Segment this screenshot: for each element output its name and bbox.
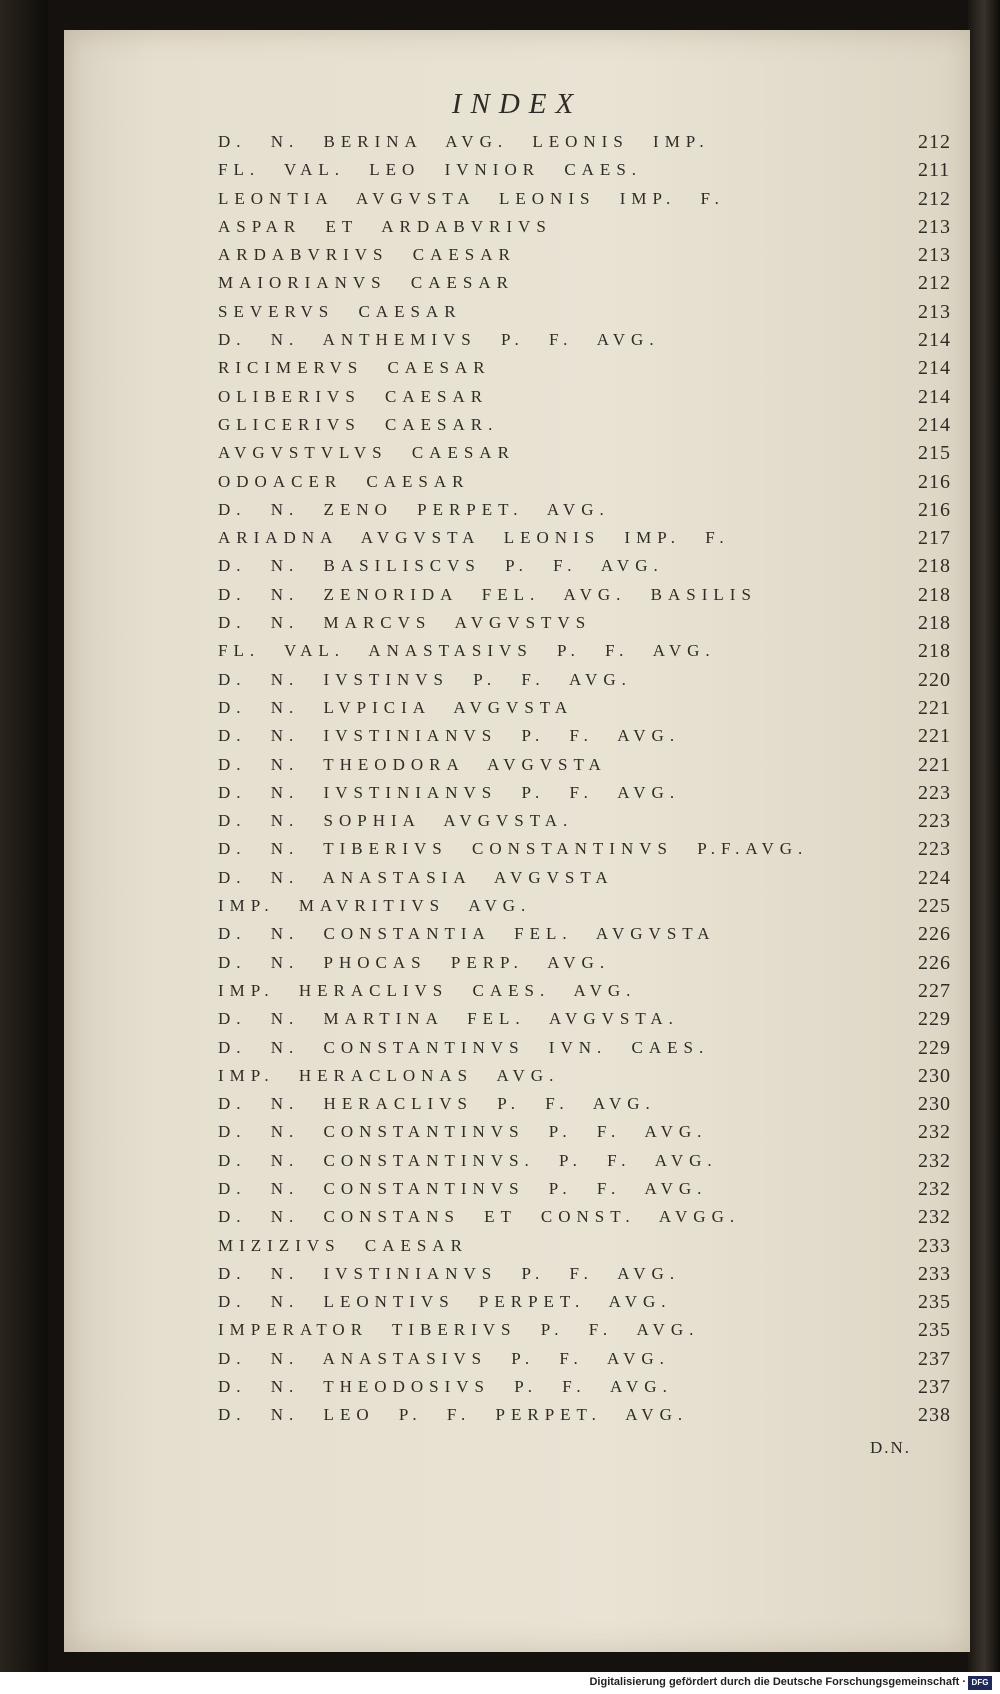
entry-page-number: 233 [918, 1234, 951, 1257]
entry-page-number: 237 [918, 1376, 951, 1399]
entry-name: OLIBERIVS CAESAR [218, 386, 489, 406]
entry-name: D. N. HERACLIVS P. F. AVG. [218, 1094, 656, 1114]
entry-page-number: 218 [918, 612, 951, 635]
entry-name: D. N. IVSTINIANVS P. F. AVG. [218, 1263, 681, 1283]
entry-page-number: 214 [918, 357, 951, 380]
entry-page-number: 235 [918, 1319, 951, 1342]
index-entry [218, 269, 982, 297]
entry-page-number: 232 [918, 1121, 951, 1144]
entry-name: ODOACER CAESAR [218, 471, 470, 491]
entry-name: D. N. IVSTINIANVS P. F. AVG. [218, 782, 681, 802]
entry-name: ARIADNA AVGVSTA LEONIS IMP. F. [218, 528, 730, 548]
entry-page-number: 229 [918, 1008, 951, 1031]
entry-name: MIZIZIVS CAESAR [218, 1235, 468, 1255]
entry-page-number: 216 [918, 470, 951, 493]
index-entry [218, 722, 982, 750]
index-entry [218, 835, 982, 863]
entry-page-number: 235 [918, 1291, 951, 1314]
entry-name: ARDABVRIVS CAESAR [218, 245, 516, 265]
entry-name: D. N. CONSTANTIA FEL. AVGVSTA [218, 924, 716, 944]
index-list [218, 128, 982, 1430]
index-entry [218, 1175, 982, 1203]
entry-page-number: 218 [918, 640, 951, 663]
entry-page-number: 230 [918, 1064, 951, 1087]
entry-name: D. N. CONSTANTINVS IVN. CAES. [218, 1037, 710, 1057]
entry-page-number: 223 [918, 810, 951, 833]
index-entry [218, 213, 982, 241]
index-entry [218, 1232, 982, 1260]
entry-page-number: 221 [918, 725, 951, 748]
index-entry [218, 694, 982, 722]
entry-page-number: 214 [918, 413, 951, 436]
index-entry [218, 1118, 982, 1146]
index-entry [218, 1316, 982, 1344]
funding-notice: Digitalisierung gefördert durch die Deutsche Forschungsgemeinschaft · [589, 1676, 966, 1688]
catchword: D.N. [870, 1438, 912, 1457]
index-entry [218, 1062, 982, 1090]
entry-name: D. N. THEODORA AVGVSTA [218, 754, 607, 774]
entry-name: D. N. LEONTIVS PERPET. AVG. [218, 1292, 672, 1312]
footer-bar [0, 1672, 1000, 1694]
entry-name: IMP. HERACLIVS CAES. AVG. [218, 980, 637, 1000]
entry-name: D. N. ANASTASIA AVGVSTA [218, 867, 614, 887]
entry-name: D. N. ZENO PERPET. AVG. [218, 499, 610, 519]
entry-page-number: 218 [918, 583, 951, 606]
entry-page-number: 233 [918, 1262, 951, 1285]
index-entry [218, 1373, 982, 1401]
index-entry [218, 637, 982, 665]
entry-name: D. N. THEODOSIVS P. F. AVG. [218, 1377, 673, 1397]
entry-page-number: 221 [918, 696, 951, 719]
index-entry [218, 1260, 982, 1288]
entry-name: IMP. MAVRITIVS AVG. [218, 896, 532, 916]
index-entry [218, 468, 982, 496]
entry-page-number: 237 [918, 1347, 951, 1370]
entry-page-number: 232 [918, 1149, 951, 1172]
entry-page-number: 220 [918, 668, 951, 691]
entry-page-number: 232 [918, 1177, 951, 1200]
entry-page-number: 211 [918, 159, 951, 182]
book-page [64, 30, 970, 1652]
entry-page-number: 226 [918, 923, 951, 946]
entry-name: MAIORIANVS CAESAR [218, 273, 514, 293]
index-entry [218, 354, 982, 382]
entry-name: D. N. ANTHEMIVS P. F. AVG. [218, 330, 660, 350]
entry-name: IMP. HERACLONAS AVG. [218, 1065, 560, 1085]
entry-page-number: 225 [918, 895, 951, 918]
index-entry [218, 892, 982, 920]
index-entry [218, 524, 982, 552]
entry-name: D. N. TIBERIVS CONSTANTINVS P.F.AVG. [218, 839, 809, 859]
index-entry [218, 1203, 982, 1231]
entry-name: D. N. LVPICIA AVGVSTA [218, 697, 574, 717]
entry-name: FL. VAL. ANASTASIVS P. F. AVG. [218, 641, 716, 661]
entry-name: LEONTIA AVGVSTA LEONIS IMP. F. [218, 188, 725, 208]
entry-page-number: 213 [918, 244, 951, 267]
entry-page-number: 215 [918, 442, 951, 465]
book-spine-edge [0, 0, 48, 1672]
index-entry [218, 977, 982, 1005]
index-entry [218, 751, 982, 779]
entry-page-number: 214 [918, 385, 951, 408]
index-entry [218, 1034, 982, 1062]
entry-page-number: 227 [918, 979, 951, 1002]
entry-page-number: 232 [918, 1206, 951, 1229]
entry-name: D. N. MARTINA FEL. AVGVSTA. [218, 1009, 679, 1029]
index-entry [218, 949, 982, 977]
entry-page-number: 216 [918, 498, 951, 521]
running-head: INDEX [451, 88, 583, 120]
entry-page-number: 213 [918, 300, 951, 323]
entry-page-number: 230 [918, 1093, 951, 1116]
index-entry [218, 1288, 982, 1316]
index-entry [218, 1005, 982, 1033]
index-entry [218, 439, 982, 467]
entry-name: D. N. CONSTANTINVS P. F. AVG. [218, 1122, 708, 1142]
index-entry [218, 383, 982, 411]
index-entry [218, 920, 982, 948]
entry-page-number: 226 [918, 951, 951, 974]
index-entry [218, 411, 982, 439]
entry-name: SEVERVS CAESAR [218, 301, 462, 321]
index-entry [218, 1345, 982, 1373]
index-entry [218, 552, 982, 580]
entry-page-number: 223 [918, 781, 951, 804]
index-entry [218, 1090, 982, 1118]
index-entry [218, 581, 982, 609]
index-entry [218, 496, 982, 524]
entry-name: FL. VAL. LEO IVNIOR CAES. [218, 160, 643, 180]
entry-page-number: 224 [918, 866, 951, 889]
entry-name: ASPAR ET ARDABVRIVS [218, 216, 552, 236]
index-entry [218, 185, 982, 213]
entry-page-number: 229 [918, 1036, 951, 1059]
entry-page-number: 212 [918, 272, 951, 295]
index-entry [218, 807, 982, 835]
entry-name: IMPERATOR TIBERIVS P. F. AVG. [218, 1320, 700, 1340]
entry-name: D. N. ZENORIDA FEL. AVG. BASILIS [218, 584, 757, 604]
entry-page-number: 212 [918, 187, 951, 210]
index-entry [218, 128, 982, 156]
index-entry [218, 864, 982, 892]
entry-name: D. N. ANASTASIVS P. F. AVG. [218, 1348, 670, 1368]
entry-name: D. N. MARCVS AVGVSTVS [218, 613, 592, 633]
entry-name: D. N. LEO P. F. PERPET. AVG. [218, 1405, 689, 1425]
entry-name: D. N. IVSTINVS P. F. AVG. [218, 669, 632, 689]
index-entry [218, 298, 982, 326]
entry-page-number: 217 [918, 527, 951, 550]
index-entry [218, 666, 982, 694]
entry-name: D. N. PHOCAS PERP. AVG. [218, 952, 611, 972]
entry-name: AVGVSTVLVS CAESAR [218, 443, 515, 463]
entry-name: RICIMERVS CAESAR [218, 358, 491, 378]
dfg-logo-icon: DFG [968, 1676, 992, 1690]
index-entry [218, 609, 982, 637]
entry-page-number: 213 [918, 215, 951, 238]
entry-name: D. N. SOPHIA AVGVSTA. [218, 811, 574, 831]
index-entry [218, 1401, 982, 1429]
entry-page-number: 223 [918, 838, 951, 861]
entry-name: D. N. IVSTINIANVS P. F. AVG. [218, 726, 681, 746]
entry-page-number: 212 [918, 131, 951, 153]
index-entry [218, 779, 982, 807]
entry-page-number: 221 [918, 753, 951, 776]
entry-page-number: 218 [918, 555, 951, 578]
entry-page-number: 238 [918, 1404, 951, 1427]
entry-name: GLICERIVS CAESAR. [218, 414, 499, 434]
entry-name: D. N. CONSTANTINVS P. F. AVG. [218, 1178, 708, 1198]
entry-name: D. N. BERINA AVG. LEONIS IMP. [218, 132, 710, 151]
entry-page-number: 214 [918, 329, 951, 352]
entry-name: D. N. CONSTANTINVS. P. F. AVG. [218, 1150, 718, 1170]
index-entry [218, 241, 982, 269]
entry-name: D. N. CONSTANS ET CONST. AVGG. [218, 1207, 741, 1227]
index-entry [218, 1147, 982, 1175]
index-entry [218, 326, 982, 354]
index-entry [218, 156, 982, 184]
entry-name: D. N. BASILISCVS P. F. AVG. [218, 556, 664, 576]
